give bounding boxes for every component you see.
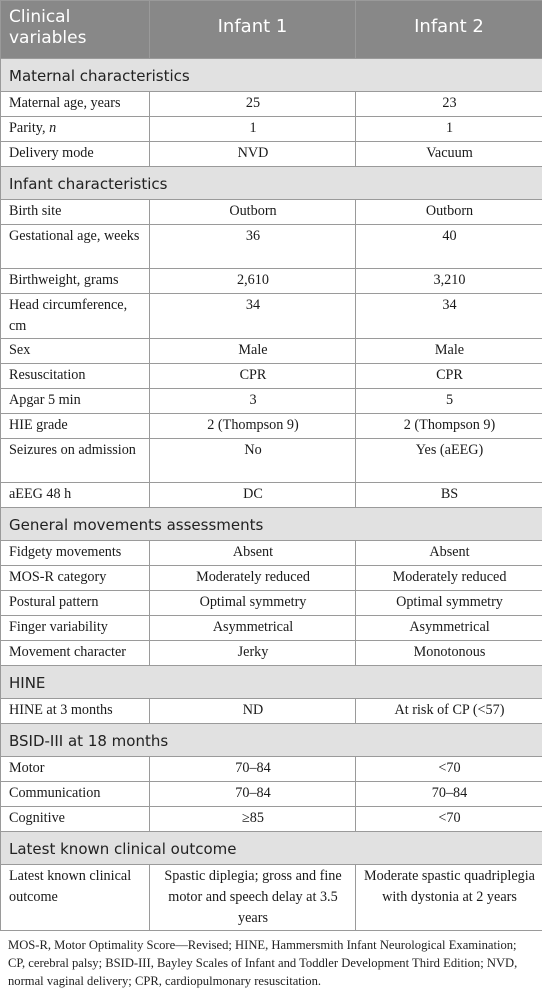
row-label: Sex bbox=[1, 339, 150, 364]
infant-1-value: 1 bbox=[150, 117, 356, 142]
table-row bbox=[1, 117, 542, 142]
row-label: Apgar 5 min bbox=[1, 389, 150, 414]
infant-2-value: <70 bbox=[356, 757, 542, 782]
infant-2-value: <70 bbox=[356, 807, 542, 832]
section-infant-characteristics: Infant characteristics bbox=[1, 167, 542, 200]
row-label: Seizures on admission bbox=[1, 439, 150, 483]
table-row bbox=[1, 483, 542, 508]
infant-1-value: ≥85 bbox=[150, 807, 356, 832]
section-row bbox=[1, 832, 542, 865]
table-footnote: MOS-R, Motor Optimality Score—Revised; HINE, Hammersmith Infant Neurological Examination; CP, cerebral palsy; BSID-III, Bayley Scales of Infant and Toddler Development Third Edition; NVD, normal vaginal delivery; CPR, cardiopulmonary resuscitation. bbox=[8, 938, 518, 988]
row-label: HIE grade bbox=[1, 414, 150, 439]
row-label: Gestational age, weeks bbox=[1, 225, 150, 269]
row-label: Delivery mode bbox=[1, 142, 150, 167]
infant-1-value: Absent bbox=[150, 541, 356, 566]
table-row bbox=[1, 591, 542, 616]
row-label: Cognitive bbox=[1, 807, 150, 832]
header-infant-2: Infant 2 bbox=[356, 1, 542, 59]
infant-2-value: Vacuum bbox=[356, 142, 542, 167]
table-row bbox=[1, 364, 542, 389]
infant-2-value: CPR bbox=[356, 364, 542, 389]
table-row bbox=[1, 865, 542, 931]
infant-2-value: Male bbox=[356, 339, 542, 364]
infant-1-value: ND bbox=[150, 699, 356, 724]
section-row bbox=[1, 724, 542, 757]
header-infant-1: Infant 1 bbox=[150, 1, 356, 59]
infant-1-value: 36 bbox=[150, 225, 356, 269]
table-row bbox=[1, 92, 542, 117]
infant-2-value: 23 bbox=[356, 92, 542, 117]
section-row bbox=[1, 167, 542, 200]
infant-2-value: Monotonous bbox=[356, 641, 542, 666]
header-row bbox=[1, 1, 542, 59]
row-label: Maternal age, years bbox=[1, 92, 150, 117]
section-bsid-iii: BSID-III at 18 months bbox=[1, 724, 542, 757]
infant-1-value: CPR bbox=[150, 364, 356, 389]
section-latest-outcome: Latest known clinical outcome bbox=[1, 832, 542, 865]
table-row bbox=[1, 699, 542, 724]
table-row bbox=[1, 757, 542, 782]
table-row bbox=[1, 566, 542, 591]
infant-1-value: NVD bbox=[150, 142, 356, 167]
table-row bbox=[1, 200, 542, 225]
infant-1-value: 34 bbox=[150, 294, 356, 339]
row-label: Finger variability bbox=[1, 616, 150, 641]
table-row bbox=[1, 294, 542, 339]
infant-2-value: 40 bbox=[356, 225, 542, 269]
infant-2-value: Outborn bbox=[356, 200, 542, 225]
row-label: Movement character bbox=[1, 641, 150, 666]
infant-2-value: 3,210 bbox=[356, 269, 542, 294]
row-label: Postural pattern bbox=[1, 591, 150, 616]
row-label: Resuscitation bbox=[1, 364, 150, 389]
infant-1-value: 2 (Thompson 9) bbox=[150, 414, 356, 439]
row-label: Communication bbox=[1, 782, 150, 807]
parity-label-italic-n: n bbox=[49, 120, 57, 136]
section-maternal-characteristics: Maternal characteristics bbox=[1, 59, 542, 92]
infant-1-value: Optimal symmetry bbox=[150, 591, 356, 616]
infant-1-value: DC bbox=[150, 483, 356, 508]
infant-2-value: 34 bbox=[356, 294, 542, 339]
row-label: MOS-R category bbox=[1, 566, 150, 591]
section-row bbox=[1, 508, 542, 541]
table-row bbox=[1, 142, 542, 167]
infant-1-value: 70–84 bbox=[150, 782, 356, 807]
table-row bbox=[1, 782, 542, 807]
infant-2-value: BS bbox=[356, 483, 542, 508]
table-row bbox=[1, 807, 542, 832]
infant-2-value: Optimal symmetry bbox=[356, 591, 542, 616]
row-label: Fidgety movements bbox=[1, 541, 150, 566]
infant-1-value: Male bbox=[150, 339, 356, 364]
infant-1-value: Outborn bbox=[150, 200, 356, 225]
parity-label-text: Parity, bbox=[9, 120, 50, 136]
table-row bbox=[1, 439, 542, 483]
infant-1-value: Spastic diplegia; gross and fine motor and speech delay at 3.5 years bbox=[150, 865, 356, 931]
infant-2-value: 2 (Thompson 9) bbox=[356, 414, 542, 439]
infant-2-value: 70–84 bbox=[356, 782, 542, 807]
infant-2-value: Yes (aEEG) bbox=[356, 439, 542, 483]
row-label: aEEG 48 h bbox=[1, 483, 150, 508]
row-label: Birth site bbox=[1, 200, 150, 225]
table-row bbox=[1, 269, 542, 294]
section-row bbox=[1, 666, 542, 699]
row-label: HINE at 3 months bbox=[1, 699, 150, 724]
row-label bbox=[1, 117, 150, 142]
infant-1-value: No bbox=[150, 439, 356, 483]
infant-2-value: Moderately reduced bbox=[356, 566, 542, 591]
infant-1-value: Moderately reduced bbox=[150, 566, 356, 591]
row-label: Motor bbox=[1, 757, 150, 782]
infant-1-value: 2,610 bbox=[150, 269, 356, 294]
row-label: Head circumference, cm bbox=[1, 294, 150, 339]
infant-2-value: Absent bbox=[356, 541, 542, 566]
table-row bbox=[1, 414, 542, 439]
section-hine: HINE bbox=[1, 666, 542, 699]
infant-1-value: 70–84 bbox=[150, 757, 356, 782]
infant-1-value: 25 bbox=[150, 92, 356, 117]
table-row bbox=[1, 339, 542, 364]
row-label: Latest known clinical outcome bbox=[1, 865, 150, 931]
row-label: Birthweight, grams bbox=[1, 269, 150, 294]
infant-1-value: Asymmetrical bbox=[150, 616, 356, 641]
section-general-movements: General movements assessments bbox=[1, 508, 542, 541]
infant-1-value: Jerky bbox=[150, 641, 356, 666]
infant-2-value: At risk of CP (<57) bbox=[356, 699, 542, 724]
section-row bbox=[1, 59, 542, 92]
infant-2-value: 5 bbox=[356, 389, 542, 414]
infant-1-value: 3 bbox=[150, 389, 356, 414]
infant-2-value: Moderate spastic quadriplegia with dystonia at 2 years bbox=[356, 865, 542, 931]
table-row bbox=[1, 389, 542, 414]
infant-2-value: Asymmetrical bbox=[356, 616, 542, 641]
header-clinical-variables: Clinical variables bbox=[1, 1, 150, 59]
table-row bbox=[1, 616, 542, 641]
table-row bbox=[1, 541, 542, 566]
table-row bbox=[1, 225, 542, 269]
infant-2-value: 1 bbox=[356, 117, 542, 142]
table-row bbox=[1, 641, 542, 666]
